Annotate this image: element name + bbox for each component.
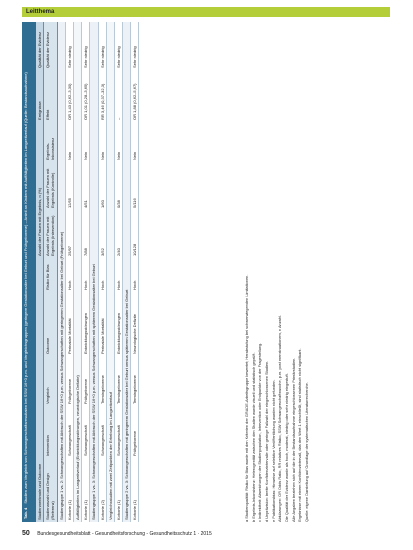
column-header: Vergleich bbox=[44, 356, 57, 406]
group-header: Ereignisse bbox=[36, 70, 44, 122]
column-header: Studienanzahl und Design (Referenz) bbox=[44, 458, 57, 522]
table-cell: Hoch bbox=[98, 258, 106, 292]
table-cell: Schwangerschaft bbox=[82, 406, 90, 458]
table-cell: Kohorte (1) bbox=[82, 458, 90, 522]
study-group-row bbox=[123, 22, 131, 522]
table-cell: Sehr niedrig bbox=[98, 22, 106, 70]
table-cell: Kohorte (2) bbox=[98, 458, 106, 522]
table-cell: 12/55 bbox=[65, 162, 73, 210]
table-cell: Nein bbox=[131, 122, 139, 162]
table-note: c Indirektheit: Abweichungen der Studienpopulation, Intervention oder Endpunkte von der Fragestellung. bbox=[257, 342, 263, 522]
table-row bbox=[65, 22, 73, 522]
table-cell: Sehr niedrig bbox=[131, 22, 139, 70]
table-cell: Frühgeborene bbox=[65, 356, 73, 406]
table-cell: 2/40 bbox=[114, 210, 122, 258]
table-cell: Nein bbox=[98, 122, 106, 162]
table-cell: Kohorte (1) bbox=[131, 458, 139, 522]
table-cell: OR 1,43 (0,62–3,30) bbox=[65, 70, 73, 122]
column-header: Risiko für Bias bbox=[44, 258, 57, 292]
table-group-header-row bbox=[36, 22, 44, 522]
table-block bbox=[22, 22, 390, 522]
table-cell: Termingeborene bbox=[131, 356, 139, 406]
table-cell: Kohorte (1) bbox=[65, 458, 73, 522]
table-cell: 0/38 bbox=[114, 162, 122, 210]
group-row-label: Auffälligkeiten im Langzeitverlauf (Entwicklungsstörungen, neurologische Defizite) bbox=[73, 22, 81, 522]
table-note: Ergebnisse mit einem Konfidenzintervall, das den Wert 1 einschließt, sind statistisch nicht signifikant. bbox=[297, 348, 303, 522]
column-header: Intervention bbox=[44, 406, 57, 458]
table-cell: 1/60 bbox=[98, 162, 106, 210]
table-note: Die Qualität der Evidenz wurde als hoch, moderat, niedrig oder sehr niedrig eingestuft. bbox=[283, 373, 289, 522]
table-cell: Hoch bbox=[82, 258, 90, 292]
subgroup-row bbox=[73, 22, 81, 522]
table-cell: Hoch bbox=[131, 258, 139, 292]
table-note: Quelle: eigene Darstellung auf Grundlage der systematischen Literaturrecherche. bbox=[303, 382, 309, 522]
table-cell: Sehr niedrig bbox=[114, 22, 122, 70]
journal-name: Bundesgesundheitsblatt - Gesundheitsforschung - Gesundheitsschutz 1 · 2015 bbox=[37, 531, 212, 537]
table-cell: Frühgeborene bbox=[131, 406, 139, 458]
table-cell: Schwangerschaft bbox=[114, 406, 122, 458]
column-header: Anzahl der Frauen mit Ergebnis (Kontrolle) bbox=[44, 162, 57, 210]
table-cell: 10/128 bbox=[131, 210, 139, 258]
table-body bbox=[57, 22, 139, 522]
page-number: 50 bbox=[22, 530, 30, 537]
table-row bbox=[98, 22, 106, 522]
table-caption-label: Tab. 4 bbox=[23, 507, 28, 519]
table-cell: Perinatale Mortalität bbox=[98, 292, 106, 356]
section-header-bar bbox=[22, 7, 390, 17]
table-cell: Schwangerschaft bbox=[65, 406, 73, 458]
table-cell: Nein bbox=[82, 122, 90, 162]
page-footer bbox=[22, 529, 390, 539]
group-header: Studienmerkmale und Outcome bbox=[36, 258, 44, 522]
table-cell: Sehr niedrig bbox=[65, 22, 73, 70]
rotated-table-area bbox=[22, 22, 413, 522]
table-cell: Termingeborene bbox=[98, 356, 106, 406]
study-group-row bbox=[90, 22, 98, 522]
table-caption bbox=[22, 22, 36, 522]
table-cell: RR 3,46 (0,37–32,3) bbox=[98, 70, 106, 122]
group-header: Anzahl der Frauen mit Ergebnis, n (%) bbox=[36, 122, 44, 258]
table-caption-text: Studien zum Vergleich von Schwangerschaftsresultaten bei SSW 16+0 p.m. und Vergleichsgruppen (geringere Gestationsalter bei Geburt und Frühgeborene) – Anteil an Kindern mit Auffälligkeiten im Langzeitverlauf (Quelle: Bestandsaufnahme) bbox=[23, 72, 28, 504]
table-cell: Sehr niedrig bbox=[82, 22, 90, 70]
table-cell: OR 1,88 (0,62–5,67) bbox=[131, 70, 139, 122]
table-cell: Entwicklungsstörungen bbox=[82, 292, 90, 356]
table-row bbox=[114, 22, 122, 522]
study-group-row bbox=[57, 22, 65, 522]
table-cell: Entwicklungsstörungen bbox=[114, 292, 122, 356]
table-note: a Studienqualität: Risiko für Bias wurde mit den Kriterien der GRADE-Arbeitsgruppe bewertet; Herabstufung bei schwerwiegenden Limitationen. bbox=[244, 274, 249, 522]
table-cell: Schwangerschaft bbox=[98, 406, 106, 458]
table-note: b Ergebnis-Inkonsistenz: Heterogenität zwischen den Studien wurde visuell und statistisch geprüft. bbox=[250, 352, 256, 522]
column-header: Effekt bbox=[44, 70, 57, 122]
column-header: Outcome bbox=[44, 292, 57, 356]
table-cell: Perinatale Mortalität bbox=[65, 292, 73, 356]
table-cell: 3/52 bbox=[98, 210, 106, 258]
table-cell: OR 1,01 (0,28–3,65) bbox=[82, 70, 90, 122]
group-row-label: Studiengruppe 1 vs. 3: Schwangerschaften mit Abbruch der SSW 16+0 p.m. versus Schwangerschaften mit späterem Gestationsalter bei Geburt bbox=[90, 22, 98, 522]
table-column-header-row bbox=[44, 22, 57, 522]
table-cell: 25/97 bbox=[65, 210, 73, 258]
table-note: e Publikationsbias: Hinweise auf selektive Veröffentlichung wurden nicht gefunden. bbox=[270, 379, 276, 522]
table-cell: Hoch bbox=[65, 258, 73, 292]
group-row-label: Studiengruppe 2 vs. 3: Schwangerschaften mit geringerem Gestationsalter bei Geburt versus späterem Gestationsalter bei Geburt bbox=[123, 22, 131, 522]
subgroup-row bbox=[106, 22, 114, 522]
table-notes bbox=[244, 22, 311, 522]
table-cell: Nein bbox=[65, 122, 73, 162]
group-row-label: Studiengruppe 1 vs. 2: Schwangerschaften mit Abbruch der SSW 16+0 p.m. versus Schwangerschaften mit geringerem Gestationsalter bei Geburt (Frühgeborene) bbox=[57, 22, 65, 522]
table-cell: Frühgeborene bbox=[82, 356, 90, 406]
table-cell: – bbox=[114, 70, 122, 122]
group-header: Qualität der Evidenz bbox=[36, 22, 44, 70]
table-row bbox=[82, 22, 90, 522]
table-cell: Kohorte (1) bbox=[114, 458, 122, 522]
evidence-table bbox=[36, 22, 139, 522]
table-note: Abkürzungen: OR Odds Ratio, RR relatives Risiko, SSW Schwangerschaftswoche, p.m. post menstruationem, n Anzahl. bbox=[277, 315, 283, 522]
column-header: Ergebnis-Inkonsistenz bbox=[44, 122, 57, 162]
table-note: d Unpräzision: breite Konfidenzintervalle oder geringe Fallzahl der eingeschlossenen Studien. bbox=[263, 360, 269, 522]
group-row-label: Vergleichsstudien mit zwei Zeitpunkten der Erhebung im Langzeitverlauf bbox=[106, 22, 114, 522]
table-row bbox=[131, 22, 139, 522]
table-note: Alle Angaben beziehen sich auf die in der Bestandsaufnahme eingeschlossenen Primärstudien. bbox=[290, 357, 296, 522]
section-label: Leitthema bbox=[26, 9, 55, 15]
table-cell: 7/88 bbox=[82, 210, 90, 258]
table-cell: Nein bbox=[114, 122, 122, 162]
table-cell: Neurologische Defizite bbox=[131, 292, 139, 356]
table-cell: 5/116 bbox=[131, 162, 139, 210]
table-cell: Hoch bbox=[114, 258, 122, 292]
column-header: Qualität der Evidenz bbox=[44, 22, 57, 70]
column-header: Anzahl der Frauen mit Ergebnis (Intervention) bbox=[44, 210, 57, 258]
table-cell: Termingeborene bbox=[114, 356, 122, 406]
table-cell: 4/51 bbox=[82, 162, 90, 210]
